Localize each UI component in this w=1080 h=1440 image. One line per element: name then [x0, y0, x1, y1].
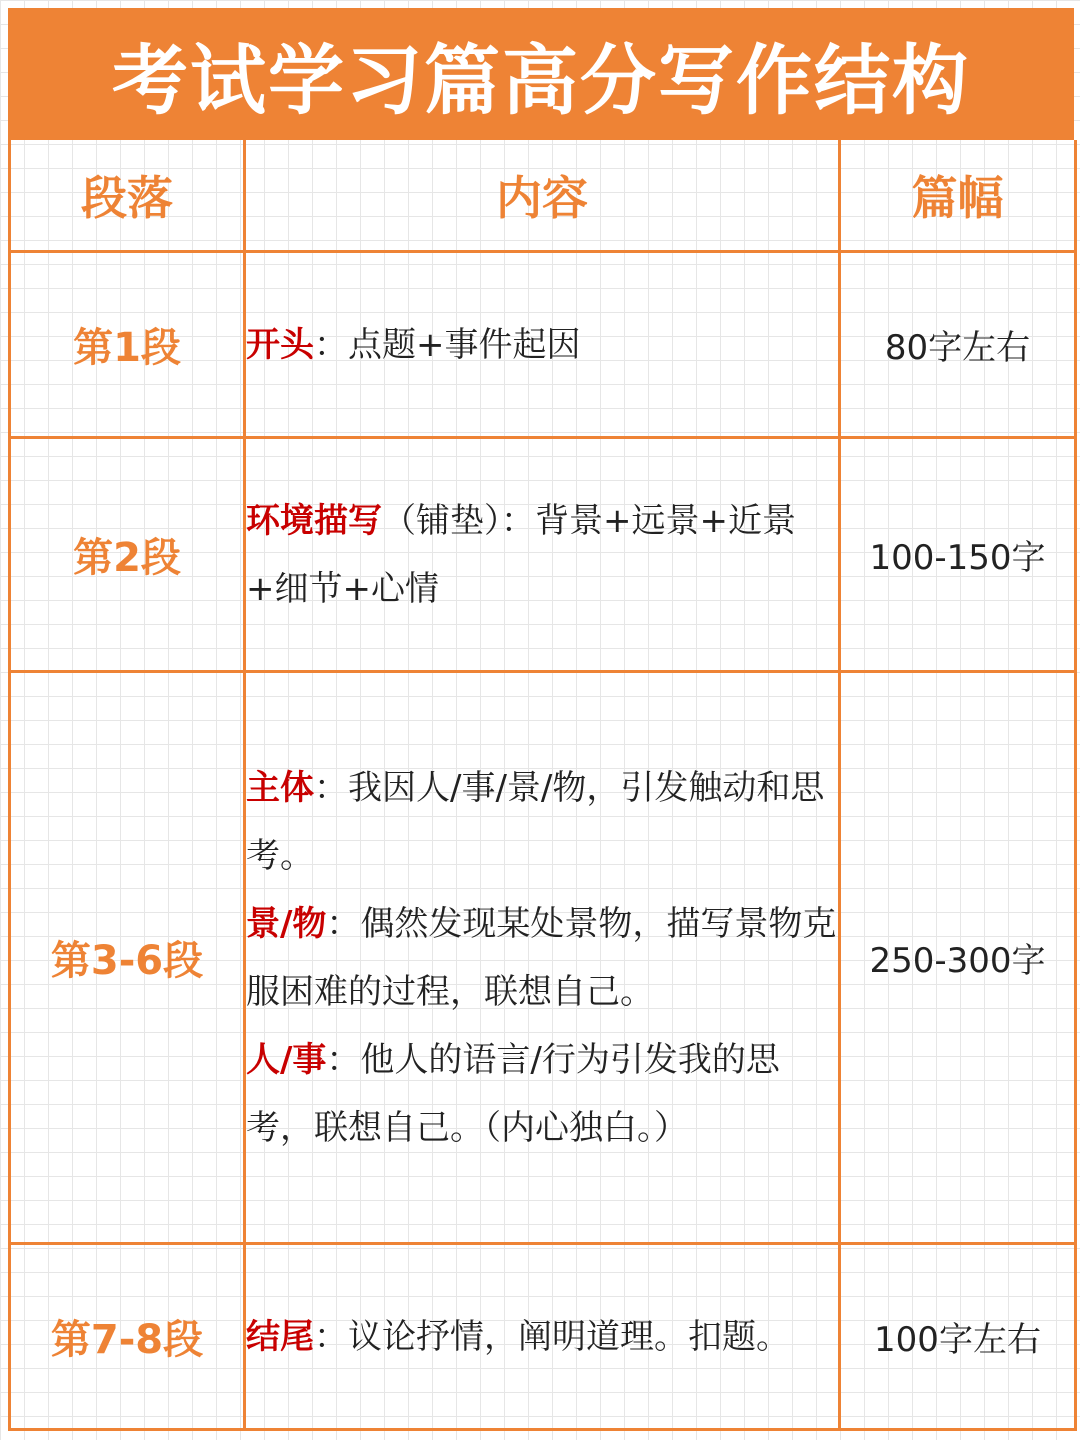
content-cell: [245, 672, 840, 1244]
header-segment: 段落: [10, 140, 245, 252]
entry-text: ：议论抒情，阐明道理。扣题。: [314, 1316, 790, 1357]
entry-key: 景/物: [246, 903, 327, 944]
header-row: [10, 140, 1076, 252]
content-entry: [246, 754, 838, 890]
entry-text: ：偶然发现某处景物，描写景物克服困难的过程，联想自己。: [246, 903, 837, 1012]
segment-cell: 第1段: [10, 252, 245, 438]
header-content: 内容: [245, 140, 840, 252]
length-cell: 250-300字: [840, 672, 1076, 1244]
content-cell: [245, 1244, 840, 1430]
structure-table: [8, 140, 1077, 1431]
entry-key: 结尾: [246, 1316, 314, 1357]
length-cell: 100字左右: [840, 1244, 1076, 1430]
content-entry: [246, 1026, 838, 1162]
table-row: [10, 672, 1076, 1244]
content-cell: [245, 438, 840, 672]
table-row: [10, 1244, 1076, 1430]
entry-key: 环境描写: [246, 500, 382, 541]
entry-key: 人/事: [246, 1039, 327, 1080]
segment-cell: 第2段: [10, 438, 245, 672]
content-cell: [245, 252, 840, 438]
content-entry: [246, 487, 838, 623]
segment-cell: 第3-6段: [10, 672, 245, 1244]
length-cell: 100-150字: [840, 438, 1076, 672]
content-entry: [246, 890, 838, 1026]
entry-key: 主体: [246, 767, 314, 808]
entry-text: ：点题+事件起因: [314, 324, 581, 365]
table-row: [10, 252, 1076, 438]
header-length: 篇幅: [840, 140, 1076, 252]
length-cell: 80字左右: [840, 252, 1076, 438]
segment-cell: 第7-8段: [10, 1244, 245, 1430]
content-entry: [246, 1303, 838, 1371]
entry-text: ：他人的语言/行为引发我的思考，联想自己。（内心独白。）: [246, 1039, 780, 1148]
entry-text: （铺垫）：背景+远景+近景+细节+心情: [246, 500, 796, 609]
writing-structure-sheet: [8, 8, 1074, 1434]
table-row: [10, 438, 1076, 672]
entry-text: ：我因人/事/景/物，引发触动和思考。: [246, 767, 825, 876]
page-title: 考试学习篇高分写作结构: [8, 8, 1074, 140]
entry-key: 开头: [246, 324, 314, 365]
content-entry: [246, 311, 838, 379]
